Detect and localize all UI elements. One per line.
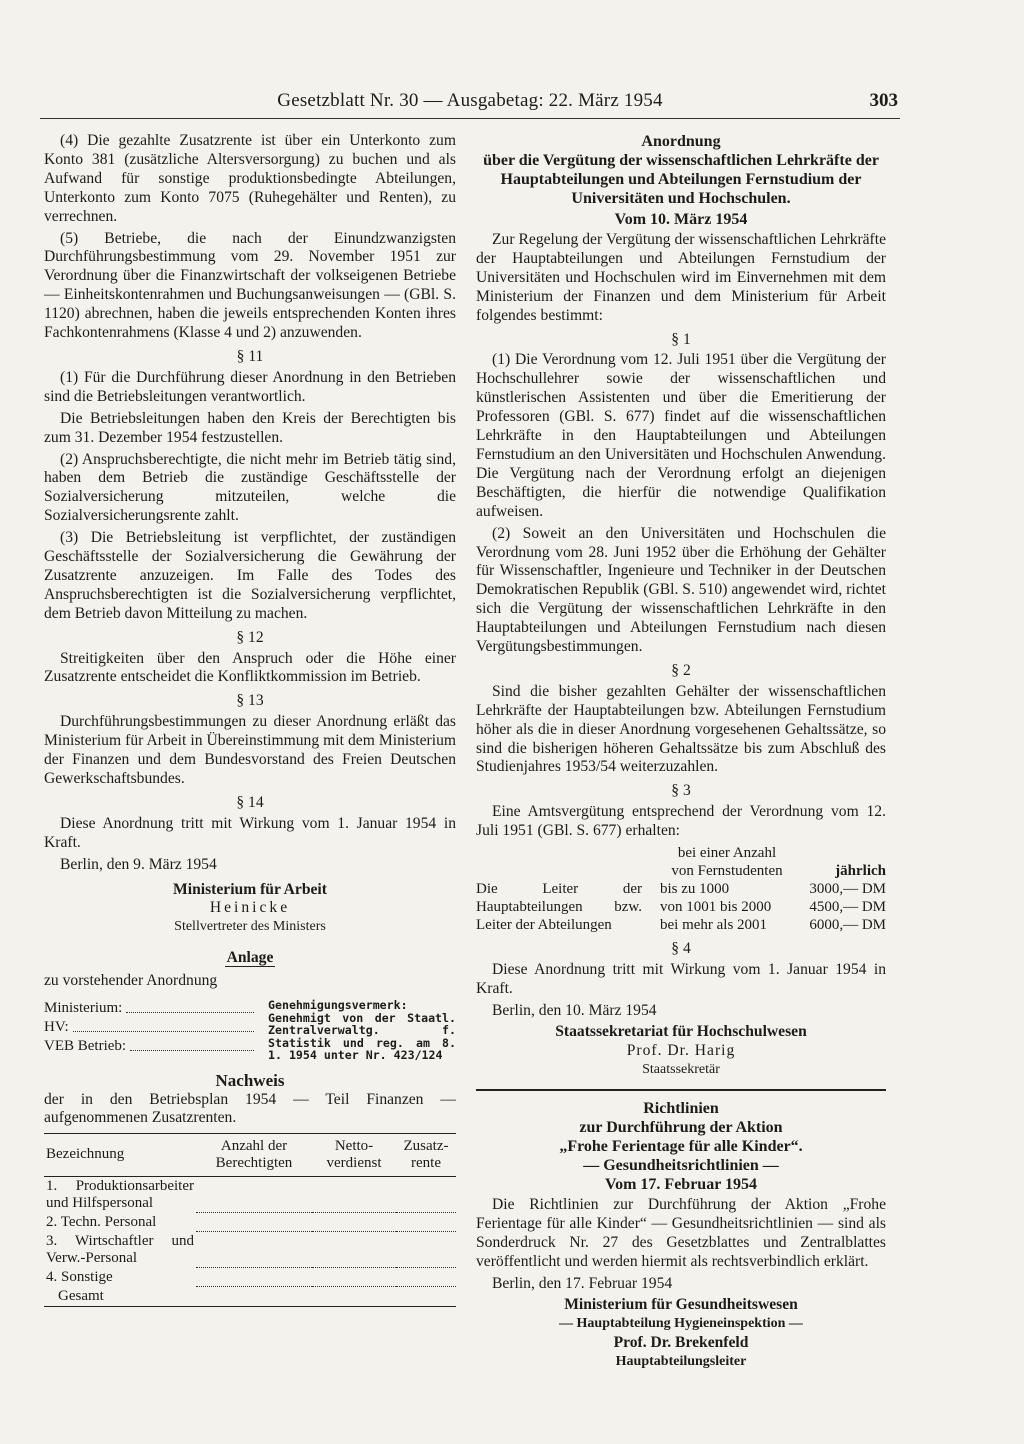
compensation-label: Die Leiter der Hauptabteilungen bzw. Leiter der Abteilungen	[476, 881, 642, 934]
signer-name: Heinicke	[209, 899, 291, 917]
nachweis-subtitle: der in den Betriebsplan 1954 — Teil Finanzen — aufgenommenen Zusatzrenten.	[44, 1090, 456, 1126]
paragraph-4: (4) Die gezahlte Zusatzrente ist über ein Unterkonto zum Konto 381 (zusätzliche Altersversorgung) zu buchen und als Aufwand für sonstige produktionsbedingte Abteilungen, Unterkonto zum Konto 7075 (Ruhegehälter und Renten), zu verrechnen.	[44, 132, 456, 225]
guidelines-signing-date: Berlin, den 17. Februar 1954	[492, 1275, 673, 1293]
compensation-header-count	[652, 844, 802, 880]
guidelines-signer-role: Hauptabteilungsleiter	[615, 1353, 747, 1369]
approval-note: Genehmigungsvermerk: Genehmigt von der Staatl. Zentralverwaltg. f. Statistik und reg. am 8. 1. 1954 unter Nr. 423/124	[268, 998, 456, 1063]
section-14-text: Diese Anordnung tritt mit Wirkung vom 1. Januar 1954 in Kraft.	[44, 814, 456, 851]
ministry-name: Ministerium für Arbeit	[173, 880, 327, 898]
table-total-blank	[196, 1287, 456, 1307]
compensation-range: bei mehr als 2001	[660, 917, 768, 934]
section-12-heading: § 12	[236, 628, 264, 646]
section-1-p2: (2) Soweit an den Universitäten und Hochschulen die Verordnung vom 28. Juni 1952 über die Erhöhung der Gehälter für Wissenschaftler, Ingenieure und Techniker in der Deutschen Demokratischen Republik (GBl. S. 510) angewendet wird, richtet sich die Vergütung der wissenschaftlichen Lehrkräfte in den Hauptabteilungen und Abteilungen Fernstudium nach diesen Vergütungsbestimmungen.	[476, 524, 886, 656]
section-3-heading: § 3	[671, 782, 691, 800]
section-3-text: Eine Amtsvergütung entsprechend der Verordnung vom 12. Juli 1951 (GBl. S. 677) erhalten:	[476, 803, 886, 840]
section-13-heading: § 13	[236, 692, 264, 710]
field-ministerium-blank	[126, 999, 254, 1013]
page-header	[40, 88, 900, 119]
table-row-label: 3. Wirtschaftler und Verw.-Personal	[46, 1232, 194, 1266]
section-1-p1: (1) Die Verordnung vom 12. Juli 1951 über die Vergütung der Hochschullehrer sowie der wissenschaftlichen und künstlerischen Assistenten und über die Emeritierung der Professoren (GBl. S. 677) findet auf die wissenschaftlichen Lehrkräfte in den Hauptabteilungen und Abteilungen Fernstudium an den Universitäten und Hochschulen Anwendung. Die Vergütung nach der Verordnung erfolgt an diejenigen Beschäftigten, die hierfür die notwendige Qualifikation aufweisen.	[476, 351, 886, 520]
guidelines-subtitle-3: — Gesundheitsrichtlinien —	[583, 1157, 779, 1175]
table-row	[44, 1176, 456, 1213]
paragraph-5: (5) Betriebe, die nach der Einundzwanzigsten Durchführungsbestimmung vom 29. November 1951 zur Verordnung über die Finanzwirtschaft der volkseigenen Betriebe — Einheitskontenrahmen und Buchungsanweisungen — (GBl. S. 1120) abrechnen, haben die jeweils entsprechenden Konten ihres Fachkontenrahmens (Klasse 4 und 2) anzuwenden.	[44, 229, 456, 342]
nachweis-table	[44, 1133, 456, 1307]
table-row	[44, 1268, 456, 1287]
field-hv-blank	[73, 1018, 254, 1032]
section-14-heading: § 14	[236, 793, 264, 811]
ordinance-subject: über die Vergütung der wissenschaftlichen Lehrkräfte der Hauptabteilungen und Abteilungen Fernstudium der Universitäten und Hochschulen.	[483, 152, 879, 207]
guidelines-department: — Hauptabteilung Hygieneinspektion —	[559, 1315, 803, 1331]
compensation-body-row	[476, 880, 886, 934]
compensation-amount: 6000,— DM	[809, 917, 886, 934]
right-column	[476, 132, 886, 1372]
table-header-cell: Netto-verdienst	[312, 1133, 396, 1176]
compensation-amounts	[802, 880, 886, 934]
section-2-heading: § 2	[671, 661, 691, 679]
guidelines-ministry: Ministerium für Gesundheitswesen	[564, 1295, 798, 1313]
compensation-header-1: bei einer Anzahl	[677, 845, 777, 862]
guidelines-subtitle-1: zur Durchführung der Aktion	[579, 1119, 783, 1137]
table-header-cell: Bezeichnung	[44, 1133, 196, 1176]
field-hv-label: HV:	[44, 1018, 69, 1035]
section-11-p1: (1) Für die Durchführung dieser Anordnung in den Betrieben sind die Betriebsleitungen verantwortlich.	[44, 368, 456, 405]
section-13-text: Durchführungsbestimmungen zu dieser Anordnung erläßt das Ministerium für Arbeit in Übereinstimmung mit dem Ministerium der Finanzen und dem Bundesvorstand des Freien Deutschen Gewerkschaftsbundes.	[44, 713, 456, 787]
compensation-range: bis zu 1000	[660, 881, 730, 898]
compensation-table	[476, 844, 886, 934]
guidelines-signer: Prof. Dr. Brekenfeld	[613, 1333, 749, 1351]
guidelines-date-title: Vom 17. Februar 1954	[605, 1176, 757, 1194]
field-veb-label: VEB Betrieb:	[44, 1037, 127, 1054]
anlage-title	[44, 949, 456, 968]
table-header-row	[44, 1133, 456, 1176]
compensation-amount: 3000,— DM	[809, 881, 886, 898]
right-signer-role: Staatssekretär	[642, 1061, 720, 1077]
table-row-label: 4. Sonstige	[46, 1268, 113, 1285]
compensation-range: von 1001 bis 2000	[660, 899, 772, 916]
anlage-fields	[44, 999, 456, 1062]
field-veb-blank	[130, 1037, 254, 1051]
guidelines-subtitle-2: „Frohe Ferientage für alle Kinder“.	[559, 1138, 803, 1156]
table-total-label: Gesamt	[44, 1287, 196, 1307]
page-number: 303	[869, 90, 898, 111]
field-veb	[44, 1037, 254, 1056]
section-4-text: Diese Anordnung tritt mit Wirkung vom 1. Januar 1954 in Kraft.	[476, 961, 886, 997]
section-12-text: Streitigkeiten über den Anspruch oder die Höhe einer Zusatzrente entscheidet die Konfliktkommission im Betrieb.	[44, 649, 456, 686]
table-row	[44, 1213, 456, 1232]
guidelines-title: Richtlinien	[643, 1100, 719, 1118]
section-11-p3: (3) Die Betriebsleitung ist verpflichtet, der zuständigen Geschäftsstelle der Sozialversicherung die Gewährung der Zusatzrente anzuzeigen. Im Falle des Todes des Anspruchsberechtigten ist die Sozialversicherung verpflichtet, dem Betrieb davon Mitteilung zu machen.	[44, 529, 456, 622]
table-total-row	[44, 1287, 456, 1307]
compensation-header-empty	[476, 844, 652, 880]
table-header-cell: Anzahl der Berechtigten	[196, 1133, 312, 1176]
section-divider	[476, 1089, 886, 1091]
ordinance-title: Anordnung	[641, 133, 721, 150]
office-name: Staatssekretariat für Hochschulwesen	[555, 1022, 807, 1040]
guidelines-text: Die Richtlinien zur Durchführung der Aktion „Frohe Ferientage für alle Kinder“ — Gesundheitsrichtlinien — sind als Sonderdruck Nr. 27 des Gesetzblattes und Zentralblattes veröffentlicht und werden hiermit als rechtsverbindlich erklärt.	[476, 1196, 886, 1271]
right-signer-name: Prof. Dr. Harig	[626, 1041, 736, 1059]
compensation-ranges	[652, 880, 802, 934]
ordinance-date-title: Vom 10. März 1954	[614, 211, 748, 228]
section-2-text: Sind die bisher gezahlten Gehälter der wissenschaftlichen Lehrkräfte der Hauptabteilungen bzw. Abteilungen Fernstudium höher als die in dieser Anordnung vorgesehenen Gehaltssätze, so sind die bisherigen höheren Gehaltssätze bis zum Abschluß des Studienjahres 1953/54 weiterzuzahlen.	[476, 682, 886, 776]
table-row	[44, 1232, 456, 1268]
gazette-title: Gesetzblatt Nr. 30 — Ausgabetag: 22. März 1954	[277, 90, 663, 111]
left-column	[44, 132, 456, 1307]
right-signing-date: Berlin, den 10. März 1954	[492, 1001, 657, 1019]
table-row-label: 1. Produktionsarbeiter und Hilfspersonal	[46, 1177, 194, 1211]
field-hv	[44, 1018, 254, 1037]
field-ministerium-label: Ministerium:	[44, 1000, 123, 1017]
anlage-field-list	[44, 999, 254, 1062]
section-11-p1b: Die Betriebsleitungen haben den Kreis der Berechtigten bis zum 31. Dezember 1954 festzustellen.	[44, 409, 456, 446]
signer-role: Stellvertreter des Ministers	[174, 919, 326, 935]
section-11-p2: (2) Anspruchsberechtigte, die nicht mehr im Betrieb tätig sind, haben dem Betrieb die zuständige Geschäftsstelle der Sozialversicherung mitzuteilen, welche die Sozialversicherungsrente zahlt.	[44, 450, 456, 525]
section-11-heading: § 11	[236, 347, 264, 365]
table-row-blank	[196, 1213, 456, 1232]
table-header-cell: Zusatz-rente	[396, 1133, 456, 1176]
compensation-header-row	[476, 844, 886, 880]
table-row-label: 2. Techn. Personal	[46, 1213, 157, 1230]
section-1-heading: § 1	[671, 330, 691, 348]
ordinance-intro: Zur Regelung der Vergütung der wissenschaftlichen Lehrkräfte der Hauptabteilungen und Abteilungen Fernstudium der Universitäten und Hochschulen wird im Einvernehmen mit dem Ministerium der Finanzen und dem Ministerium für Arbeit folgendes bestimmt:	[476, 231, 886, 324]
field-ministerium	[44, 999, 254, 1018]
nachweis-title: Nachweis	[215, 1071, 285, 1091]
table-row-blank	[196, 1232, 456, 1268]
compensation-header-2: von Fernstudenten	[671, 863, 783, 880]
table-row-blank	[196, 1176, 456, 1213]
compensation-amount: 4500,— DM	[809, 899, 886, 916]
table-row-blank	[196, 1268, 456, 1287]
section-4-heading: § 4	[671, 940, 691, 958]
signing-date: Berlin, den 9. März 1954	[60, 855, 217, 873]
anlage-subtitle: zu vorstehender Anordnung	[44, 972, 218, 990]
compensation-header-3: jährlich	[835, 863, 886, 880]
anlage-title-text: Anlage	[226, 949, 274, 967]
